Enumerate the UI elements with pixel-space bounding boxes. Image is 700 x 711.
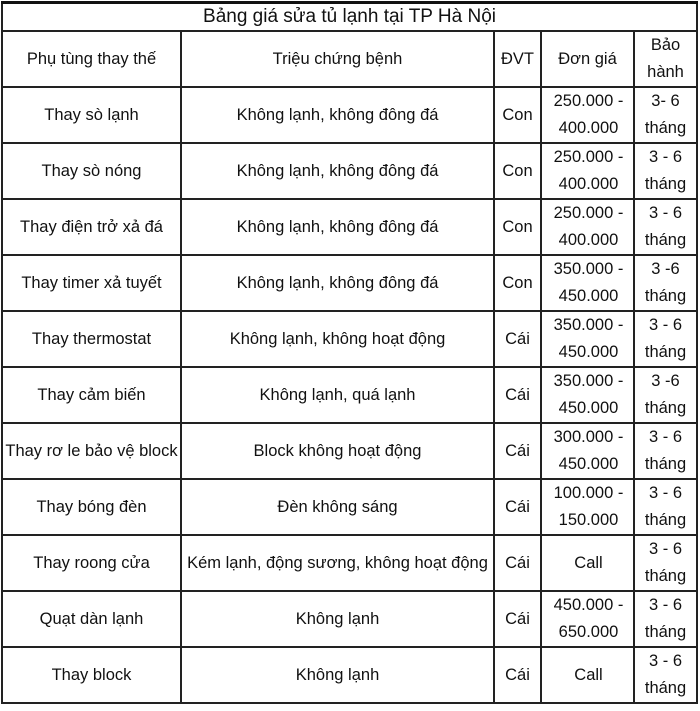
cell-price: 450.000 - 650.000 [541, 591, 634, 647]
cell-price: 100.000 - 150.000 [541, 479, 634, 535]
cell-price: 300.000 - 450.000 [541, 423, 634, 479]
table-row [2, 87, 697, 143]
cell-unit: Cái [494, 647, 541, 703]
cell-part: Thay rơ le bảo vệ block [2, 423, 181, 479]
cell-warranty: 3 - 6 tháng [634, 479, 697, 535]
cell-symptom: Block không hoạt động [181, 423, 494, 479]
cell-part: Thay bóng đèn [2, 479, 181, 535]
cell-part: Quạt dàn lạnh [2, 591, 181, 647]
cell-symptom: Kém lạnh, động sương, không hoạt động [181, 535, 494, 591]
cell-part: Thay timer xả tuyết [2, 255, 181, 311]
cell-symptom: Đèn không sáng [181, 479, 494, 535]
cell-warranty: 3 -6 tháng [634, 255, 697, 311]
table-row [2, 423, 697, 479]
cell-part: Thay roong cửa [2, 535, 181, 591]
cell-warranty: 3 - 6 tháng [634, 143, 697, 199]
cell-warranty: 3 - 6 tháng [634, 647, 697, 703]
cell-symptom: Không lạnh, không đông đá [181, 199, 494, 255]
cell-price: 250.000 - 400.000 [541, 87, 634, 143]
cell-part: Thay sò lạnh [2, 87, 181, 143]
header-part: Phụ tùng thay thế [2, 31, 181, 87]
cell-warranty: 3 - 6 tháng [634, 199, 697, 255]
cell-price: 350.000 - 450.000 [541, 255, 634, 311]
cell-unit: Con [494, 143, 541, 199]
table-row [2, 479, 697, 535]
header-symptom: Triệu chứng bệnh [181, 31, 494, 87]
cell-part: Thay cảm biến [2, 367, 181, 423]
cell-symptom: Không lạnh, không hoạt động [181, 311, 494, 367]
cell-price: Call [541, 647, 634, 703]
table-row [2, 367, 697, 423]
cell-warranty: 3 - 6 tháng [634, 591, 697, 647]
cell-unit: Con [494, 255, 541, 311]
cell-unit: Cái [494, 367, 541, 423]
cell-part: Thay block [2, 647, 181, 703]
cell-unit: Cái [494, 311, 541, 367]
cell-unit: Con [494, 199, 541, 255]
cell-symptom: Không lạnh, không đông đá [181, 87, 494, 143]
cell-warranty: 3 -6 tháng [634, 367, 697, 423]
cell-unit: Cái [494, 423, 541, 479]
cell-symptom: Không lạnh, không đông đá [181, 255, 494, 311]
cell-price: 350.000 - 450.000 [541, 367, 634, 423]
cell-unit: Cái [494, 591, 541, 647]
cell-warranty: 3 - 6 tháng [634, 423, 697, 479]
table-row [2, 535, 697, 591]
table-row [2, 647, 697, 703]
header-price: Đơn giá [541, 31, 634, 87]
cell-part: Thay sò nóng [2, 143, 181, 199]
table-row [2, 143, 697, 199]
cell-warranty: 3- 6 tháng [634, 87, 697, 143]
cell-symptom: Không lạnh, không đông đá [181, 143, 494, 199]
header-warranty: Bảo hành [634, 31, 697, 87]
table-row [2, 591, 697, 647]
cell-symptom: Không lạnh [181, 591, 494, 647]
cell-price: 350.000 - 450.000 [541, 311, 634, 367]
cell-symptom: Không lạnh [181, 647, 494, 703]
table-row [2, 199, 697, 255]
cell-price: 250.000 - 400.000 [541, 199, 634, 255]
table-title: Bảng giá sửa tủ lạnh tại TP Hà Nội [2, 3, 697, 32]
header-row [2, 31, 697, 87]
cell-price: 250.000 - 400.000 [541, 143, 634, 199]
cell-warranty: 3 - 6 tháng [634, 311, 697, 367]
table-row [2, 311, 697, 367]
cell-part: Thay điện trở xả đá [2, 199, 181, 255]
price-table [1, 1, 698, 704]
header-unit: ĐVT [494, 31, 541, 87]
cell-unit: Cái [494, 479, 541, 535]
cell-unit: Con [494, 87, 541, 143]
table-row [2, 255, 697, 311]
cell-symptom: Không lạnh, quá lạnh [181, 367, 494, 423]
title-row [2, 3, 697, 32]
cell-part: Thay thermostat [2, 311, 181, 367]
cell-warranty: 3 - 6 tháng [634, 535, 697, 591]
cell-unit: Cái [494, 535, 541, 591]
cell-price: Call [541, 535, 634, 591]
